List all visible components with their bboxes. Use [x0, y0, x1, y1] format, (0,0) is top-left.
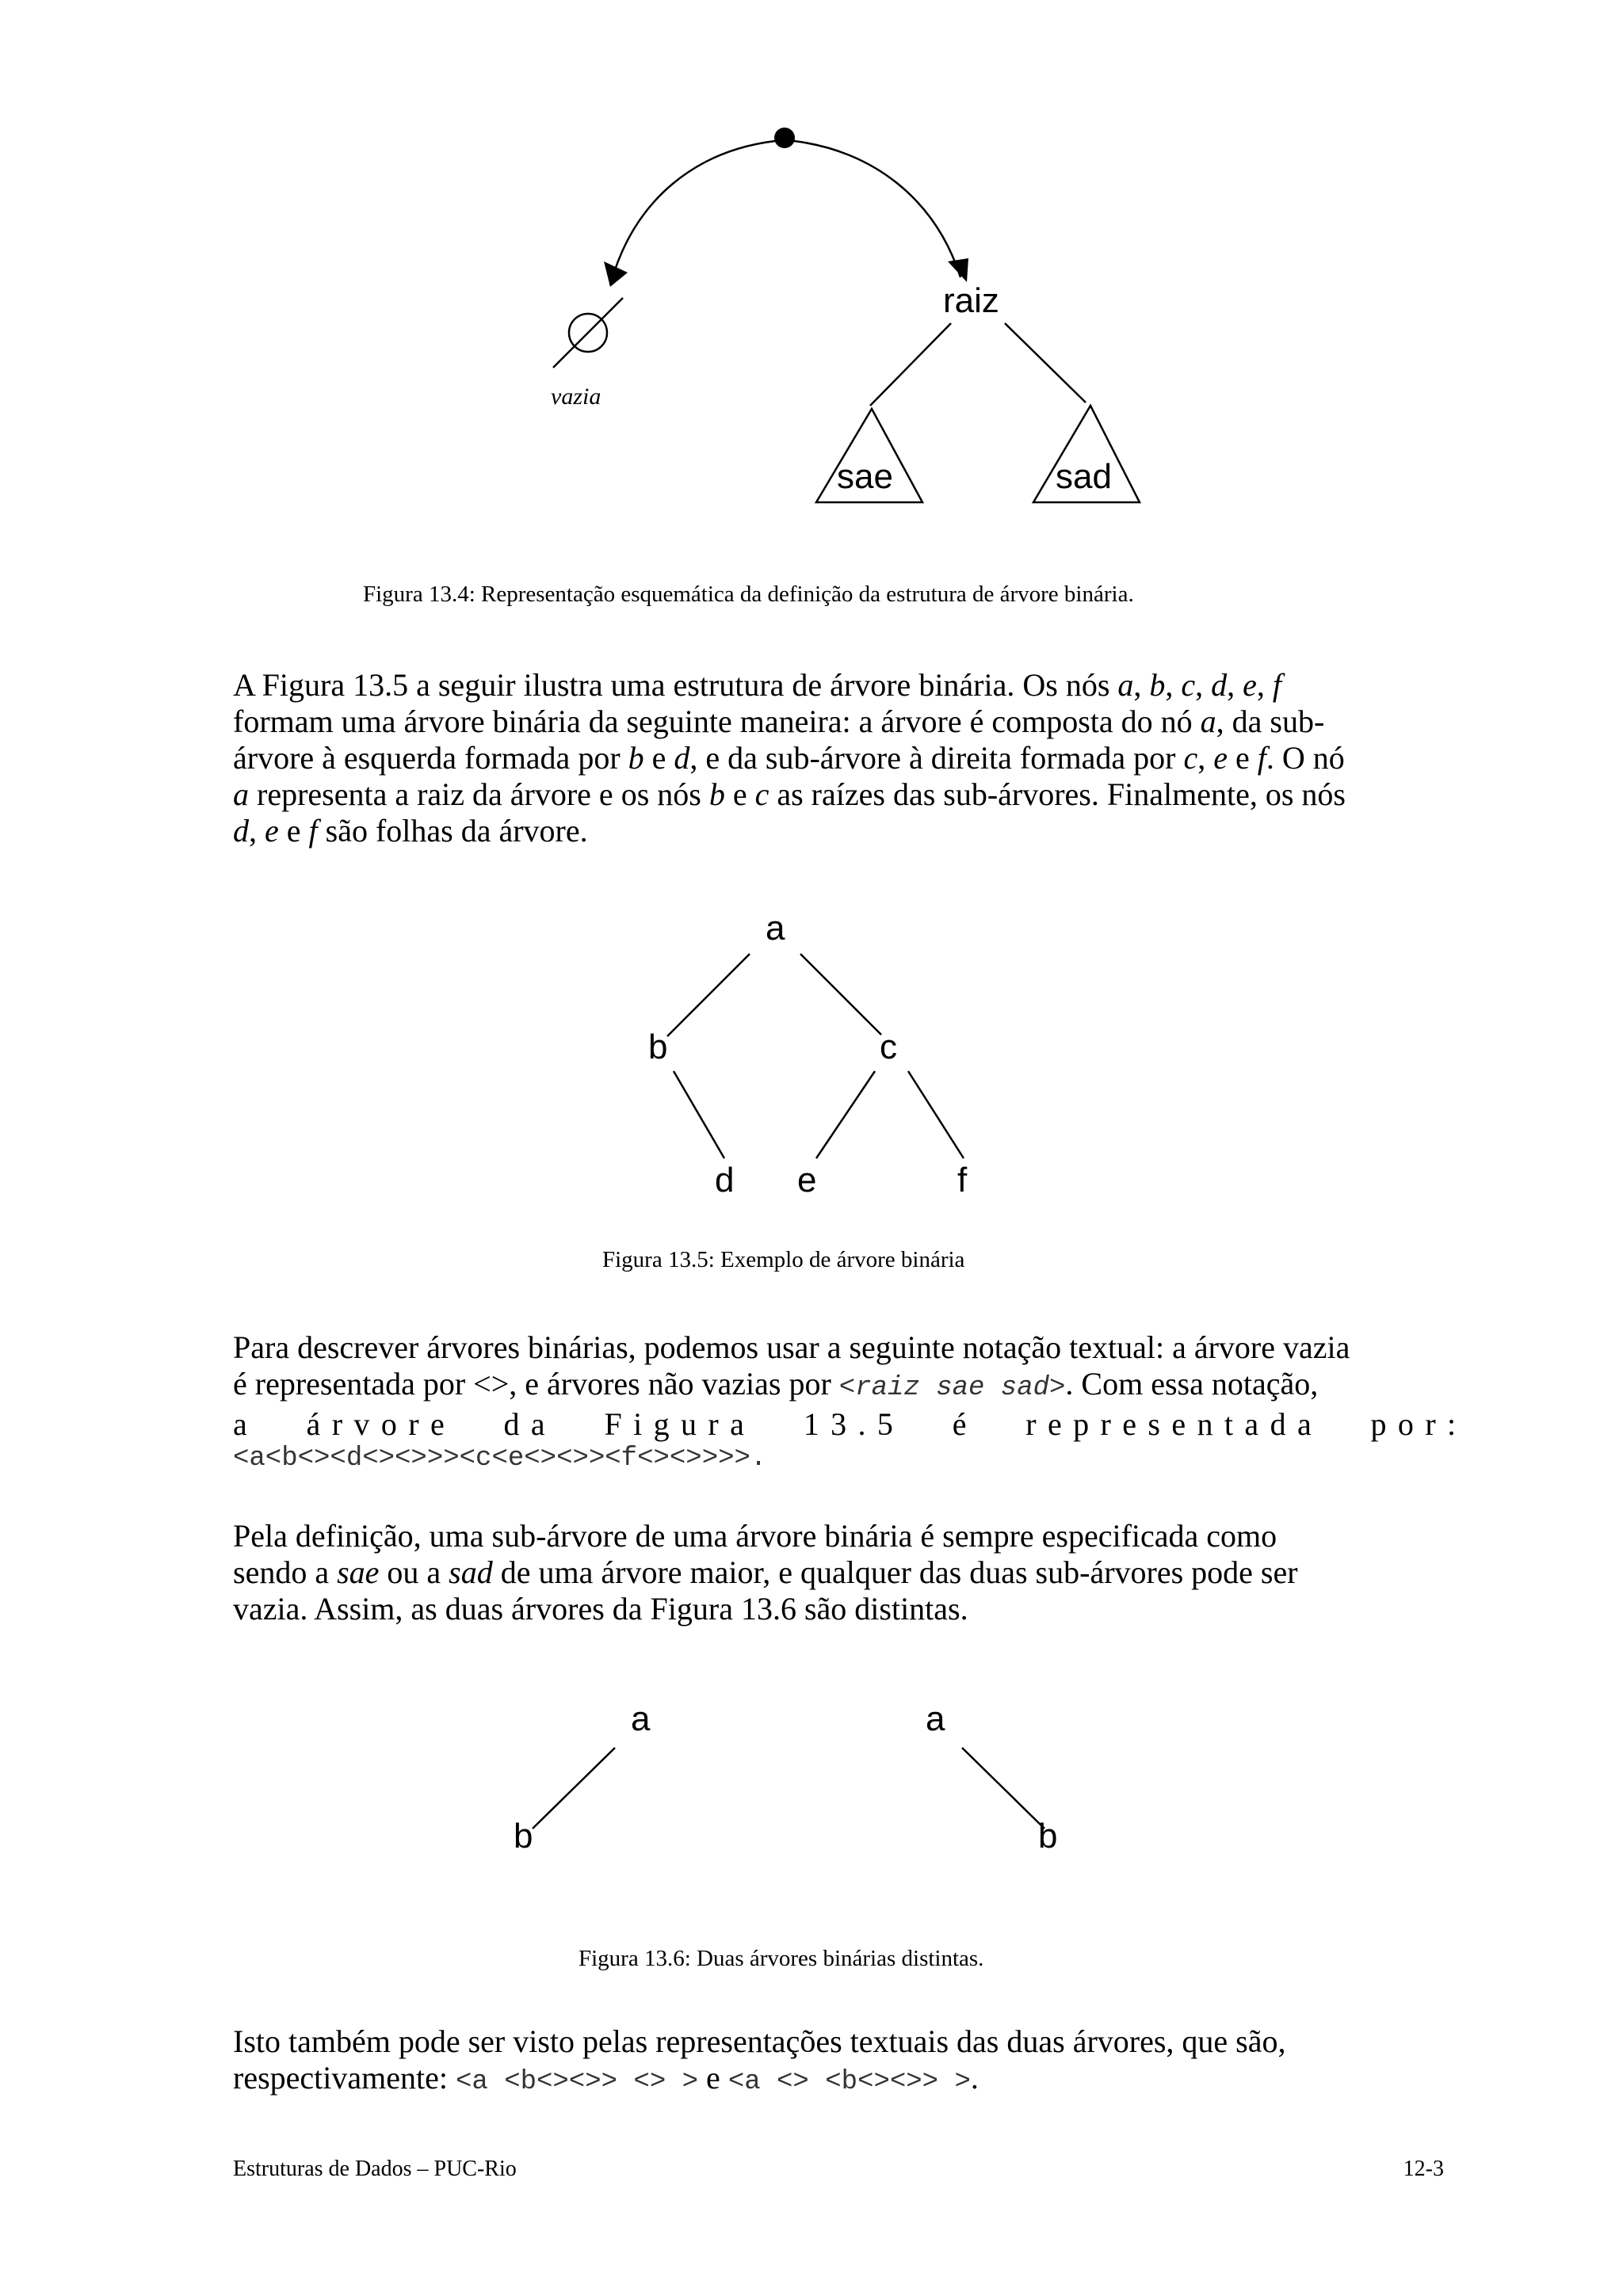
- paragraph-textual-notation: [233, 1329, 1468, 1474]
- empty-set-icon: [553, 298, 623, 368]
- arc-to-raiz: [794, 141, 960, 277]
- code-left-tree: <a <b<><>> <> >: [455, 2067, 699, 2097]
- root-node-dot: [774, 128, 795, 148]
- paragraph-line: sendo a sae ou a sad de uma árvore maior, e qualquer das duas sub-árvores pode ser: [233, 1554, 1298, 1590]
- raiz-label: raiz: [943, 281, 999, 320]
- paragraph-line: Isto também pode ser visto pelas representações textuais das duas árvores, que são,: [233, 2023, 1286, 2059]
- edge-a-b: [667, 954, 750, 1036]
- figure-13-4-caption: Figura 13.4: Representação esquemática da definição da estrutura de árvore binária.: [363, 582, 1134, 607]
- right-tree-edge: [962, 1748, 1044, 1829]
- node-c: c: [880, 1028, 897, 1066]
- sae-label: sae: [837, 457, 893, 496]
- figure-13-6-trees: [0, 1694, 1623, 1900]
- paragraph-line-last: d, e e f são folhas da árvore.: [233, 813, 588, 849]
- code-tree-representation: <a<b<><d<><>>><c<e<><>><f<><>>>>.: [233, 1444, 767, 1474]
- code-right-tree: <a <> <b<><>> >: [727, 2067, 971, 2097]
- paragraph-line: Pela definição, uma sub-árvore de uma árvore binária é sempre especificada como: [233, 1518, 1277, 1554]
- figure-13-5-tree: [0, 903, 1623, 1379]
- paragraph-subtree-definition: [233, 1518, 1400, 1627]
- paragraph-line: é representada por <>, e árvores não vazias por <raiz sae sad>. Com essa notação,: [233, 1366, 1319, 1403]
- node-b: b: [648, 1028, 668, 1066]
- node-e: e: [797, 1161, 817, 1199]
- edge-a-c: [800, 954, 881, 1035]
- paragraph-line: Para descrever árvores binárias, podemos usar a seguinte notação textual: a árvore vazia: [233, 1329, 1350, 1365]
- figure-13-6-caption: Figura 13.6: Duas árvores binárias distintas.: [579, 1946, 984, 1971]
- paragraph-line-last: vazia. Assim, as duas árvores da Figura 13.6 são distintas.: [233, 1591, 968, 1627]
- paragraph-figure-13-5-intro: [233, 667, 1400, 849]
- arrowhead-right: [948, 258, 968, 282]
- paragraph-line-spread: a árvore da Figura 13.5 é representada por:: [233, 1406, 1468, 1442]
- right-tree-child: b: [1038, 1817, 1058, 1855]
- edge-raiz-sad: [1005, 323, 1086, 402]
- page-number: 12-3: [1403, 2157, 1444, 2181]
- footer-left: Estruturas de Dados – PUC-Rio: [233, 2157, 517, 2181]
- code-raiz-sae-sad: raiz sae sad: [855, 1373, 1050, 1403]
- node-a: a: [766, 909, 785, 948]
- edge-c-f: [908, 1071, 964, 1158]
- edge-b-d: [674, 1071, 724, 1158]
- node-f: f: [957, 1161, 968, 1199]
- paragraph-line-last: respectivamente: <a <b<><>> <> > e <a <> <b<><>> >.: [233, 2060, 979, 2097]
- left-tree-edge: [533, 1748, 615, 1829]
- right-tree-root: a: [926, 1699, 945, 1738]
- left-tree-root: a: [631, 1699, 651, 1738]
- paragraph-textual-representations: [233, 2023, 1400, 2100]
- figure-13-4-diagram: [0, 0, 1623, 555]
- arc-to-empty: [610, 141, 775, 285]
- paragraph-line: A Figura 13.5 a seguir ilustra uma estrutura de árvore binária. Os nós a, b, c, d, e, f: [233, 667, 1282, 703]
- paragraph-line: árvore à esquerda formada por b e d, e da sub-árvore à direita formada por c, e e f. O nó: [233, 740, 1345, 776]
- code-gt: >: [1049, 1373, 1066, 1403]
- edge-c-e: [816, 1071, 875, 1158]
- sad-label: sad: [1056, 457, 1112, 496]
- term-sae: sae: [337, 1554, 380, 1590]
- code-lt: <: [838, 1373, 856, 1403]
- term-sad: sad: [449, 1554, 493, 1590]
- paragraph-line: a representa a raiz da árvore e os nós b e c as raízes das sub-árvores. Finalmente, os nós: [233, 776, 1346, 812]
- left-tree-child: b: [514, 1817, 533, 1855]
- node-d: d: [715, 1161, 735, 1199]
- figure-13-5-caption: Figura 13.5: Exemplo de árvore binária: [602, 1247, 965, 1272]
- vazia-label: vazia: [551, 383, 601, 410]
- edge-raiz-sae: [870, 323, 951, 406]
- paragraph-line: formam uma árvore binária da seguinte maneira: a árvore é composta do nó a, da sub-: [233, 704, 1325, 739]
